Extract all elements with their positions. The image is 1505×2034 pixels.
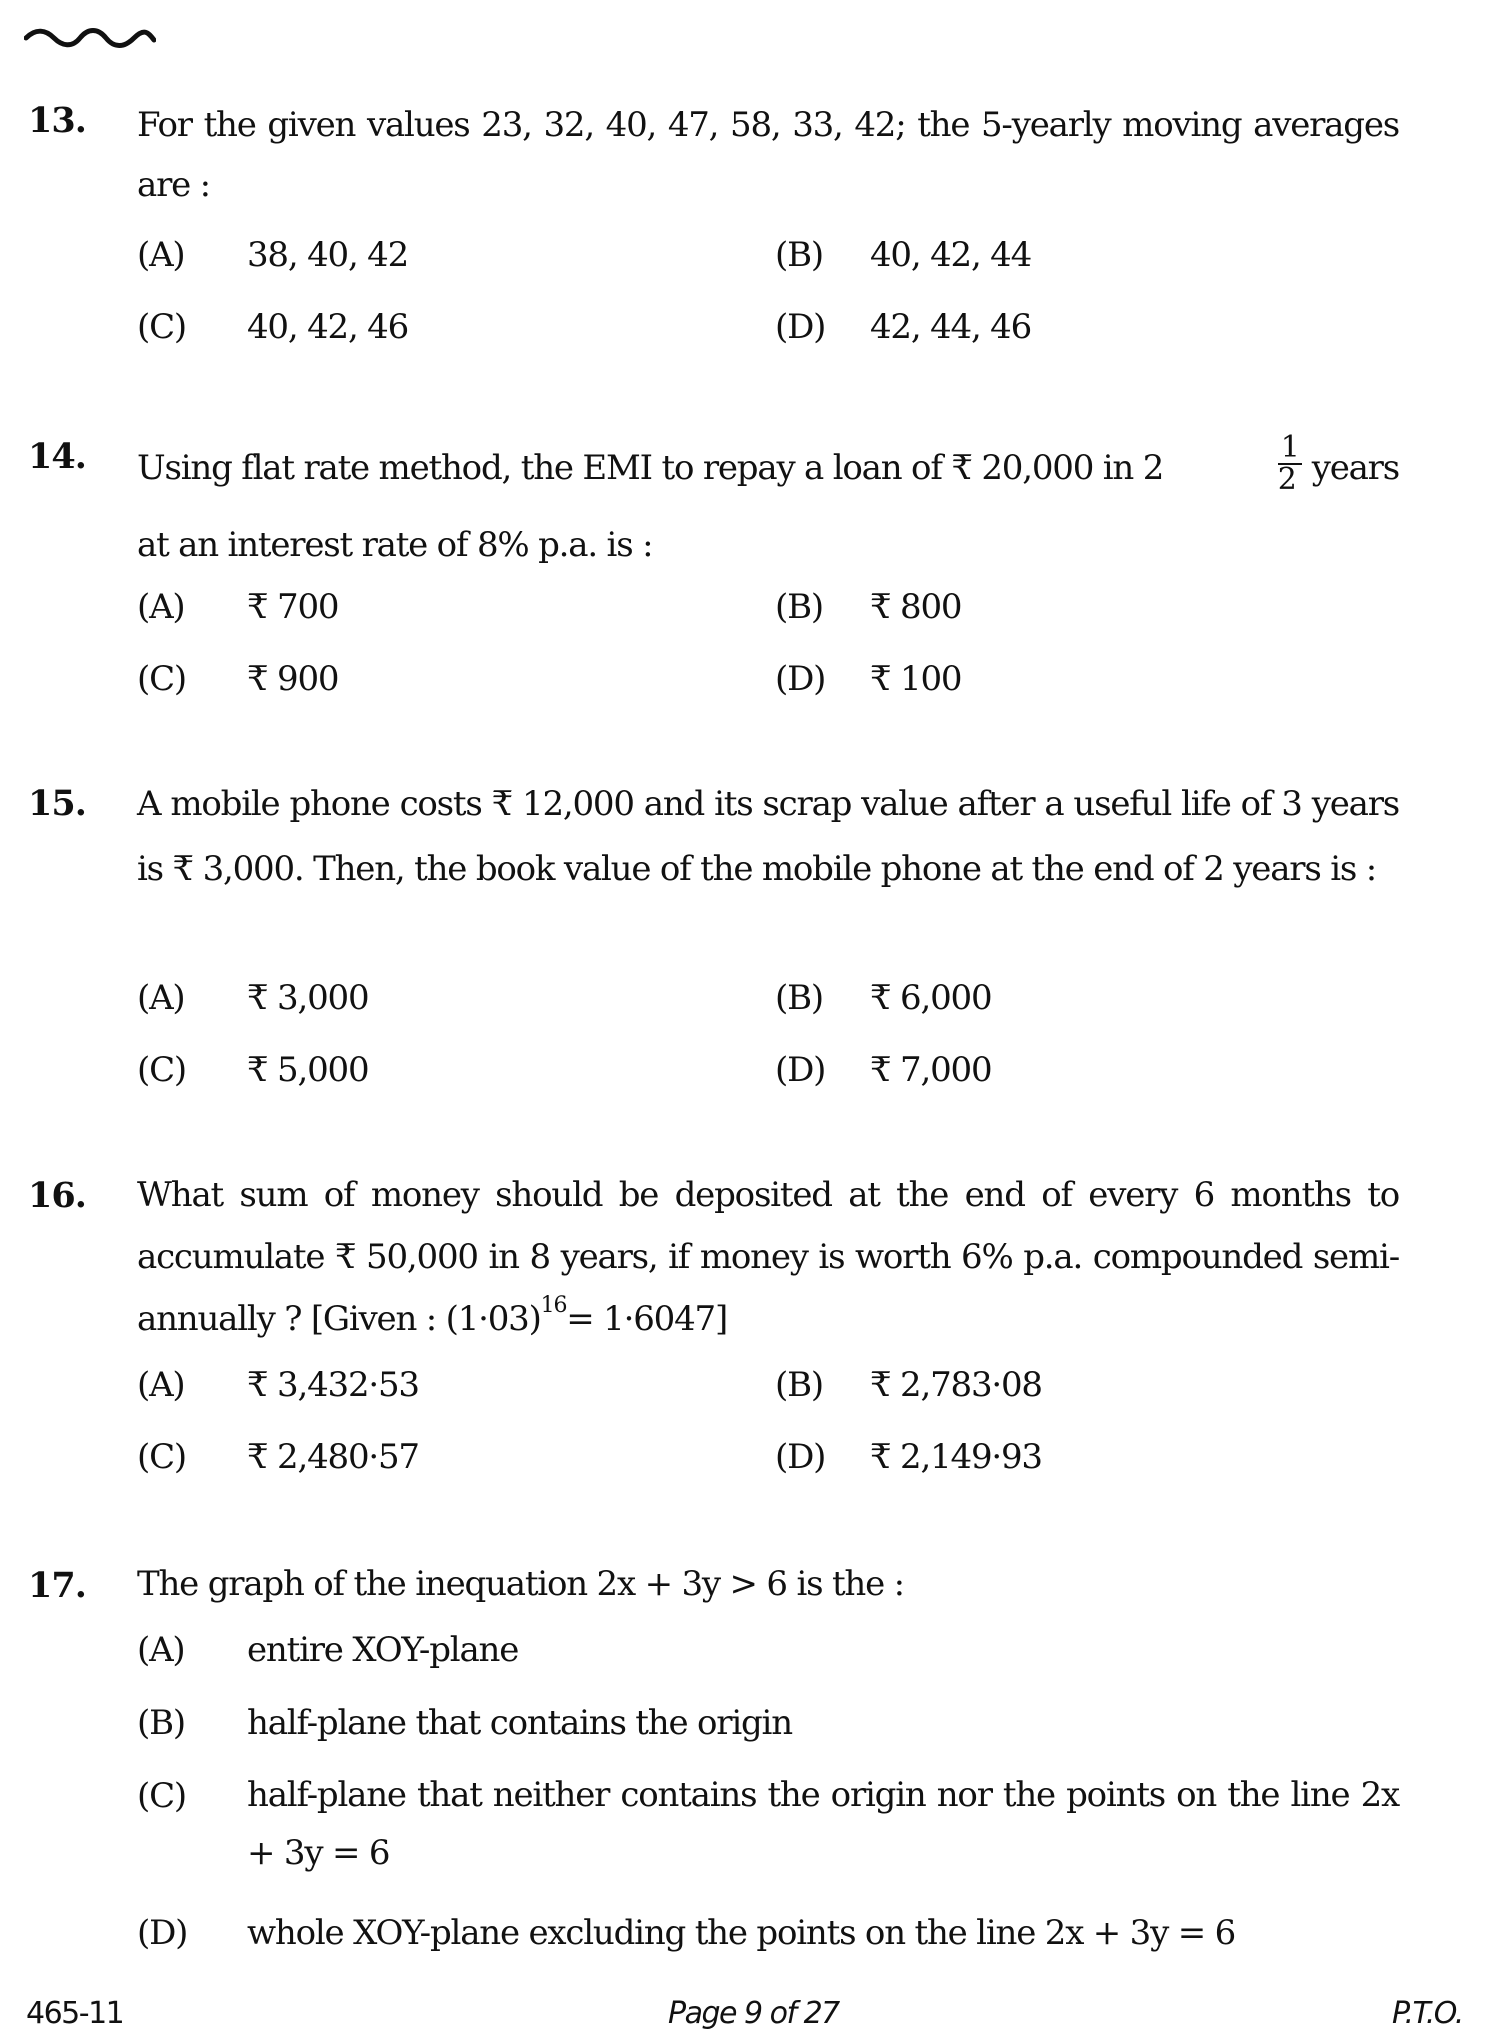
option-label: (D) bbox=[775, 1437, 826, 1477]
option-value: 42, 44, 46 bbox=[870, 307, 1032, 347]
page-number: Page 9 of 27 bbox=[668, 1996, 839, 2031]
option-label: (C) bbox=[137, 307, 186, 347]
question-text bbox=[137, 1164, 1399, 1350]
question-number: 16. bbox=[28, 1175, 86, 1216]
option-value: half-plane that neither contains the origin nor the points on the line 2x + 3y = 6 bbox=[247, 1775, 1399, 1873]
fraction-one-half: $\frac{1}{2}$ bbox=[1278, 433, 1302, 495]
option-value: 40, 42, 46 bbox=[247, 307, 409, 347]
question-text: The graph of the inequation 2x + 3y > 6 is the : bbox=[137, 1564, 904, 1604]
question-number: 14. bbox=[28, 436, 86, 477]
please-turn-over: P.T.O. bbox=[1392, 1996, 1463, 2031]
option-value: entire XOY-plane bbox=[247, 1630, 519, 1670]
option-value: ₹ 2,149·93 bbox=[870, 1437, 1042, 1477]
option-label: (A) bbox=[137, 587, 185, 627]
question-text-line2: at an interest rate of 8% p.a. is : bbox=[137, 525, 653, 565]
option-label: (B) bbox=[775, 587, 823, 627]
option-value: ₹ 3,000 bbox=[247, 978, 369, 1018]
option-value: ₹ 2,480·57 bbox=[247, 1437, 419, 1477]
question-number: 15. bbox=[28, 783, 86, 824]
option-label: (D) bbox=[775, 1050, 826, 1090]
option-label: (B) bbox=[775, 1365, 823, 1405]
option-label: (A) bbox=[137, 1365, 185, 1405]
option-label: (D) bbox=[137, 1913, 188, 1953]
option-label: (C) bbox=[137, 1776, 186, 1816]
option-value: ₹ 800 bbox=[870, 587, 962, 627]
question-text-part2: years bbox=[1311, 448, 1399, 488]
option-value: ₹ 6,000 bbox=[870, 978, 992, 1018]
option-label: (A) bbox=[137, 978, 185, 1018]
exponent: 16 bbox=[540, 1293, 567, 1318]
wavy-line-icon bbox=[24, 26, 156, 52]
option-value: ₹ 900 bbox=[247, 659, 339, 699]
question-text: A mobile phone costs ₹ 12,000 and its scrap value after a useful life of 3 years is ₹ 3,000. Then, the book value of the mobile phone at the end of 2 years is : bbox=[137, 784, 1399, 889]
question-number: 13. bbox=[28, 100, 86, 141]
option-value: ₹ 3,432·53 bbox=[247, 1365, 419, 1405]
option-label: (C) bbox=[137, 659, 186, 699]
option-label: (B) bbox=[775, 978, 823, 1018]
option-label: (D) bbox=[775, 659, 826, 699]
question-number: 17. bbox=[28, 1565, 86, 1606]
option-label: (A) bbox=[137, 1630, 185, 1670]
option-value: half-plane that contains the origin bbox=[247, 1703, 792, 1743]
option-value: ₹ 100 bbox=[870, 659, 962, 699]
option-label: (B) bbox=[137, 1703, 185, 1743]
option-value: ₹ 700 bbox=[247, 587, 339, 627]
question-text bbox=[137, 425, 1399, 511]
question-text-part1: Using flat rate method, the EMI to repay a loan of ₹ 20,000 in 2 bbox=[137, 448, 1164, 488]
question-text-tail: = 1·6047] bbox=[566, 1299, 728, 1339]
option-label: (A) bbox=[137, 235, 185, 275]
option-value: ₹ 7,000 bbox=[870, 1050, 992, 1090]
option-value: ₹ 2,783·08 bbox=[870, 1365, 1042, 1405]
option-value: whole XOY-plane excluding the points on the line 2x + 3y = 6 bbox=[247, 1913, 1236, 1953]
option-label: (B) bbox=[775, 235, 823, 275]
option-label: (C) bbox=[137, 1050, 186, 1090]
option-value: 38, 40, 42 bbox=[247, 235, 409, 275]
question-text-main: What sum of money should be deposited at the end of every 6 months to accumulate ₹ 50,000 in 8 years, if money is worth 6% p.a. compounded semi-annually ? [Given : (1·03) bbox=[137, 1175, 1399, 1339]
option-value: ₹ 5,000 bbox=[247, 1050, 369, 1090]
option-value: 40, 42, 44 bbox=[870, 235, 1032, 275]
paper-code: 465-11 bbox=[26, 1996, 124, 2031]
option-label: (C) bbox=[137, 1437, 186, 1477]
question-text: For the given values 23, 32, 40, 47, 58, 33, 42; the 5-yearly moving averages are : bbox=[137, 105, 1399, 205]
option-label: (D) bbox=[775, 307, 826, 347]
